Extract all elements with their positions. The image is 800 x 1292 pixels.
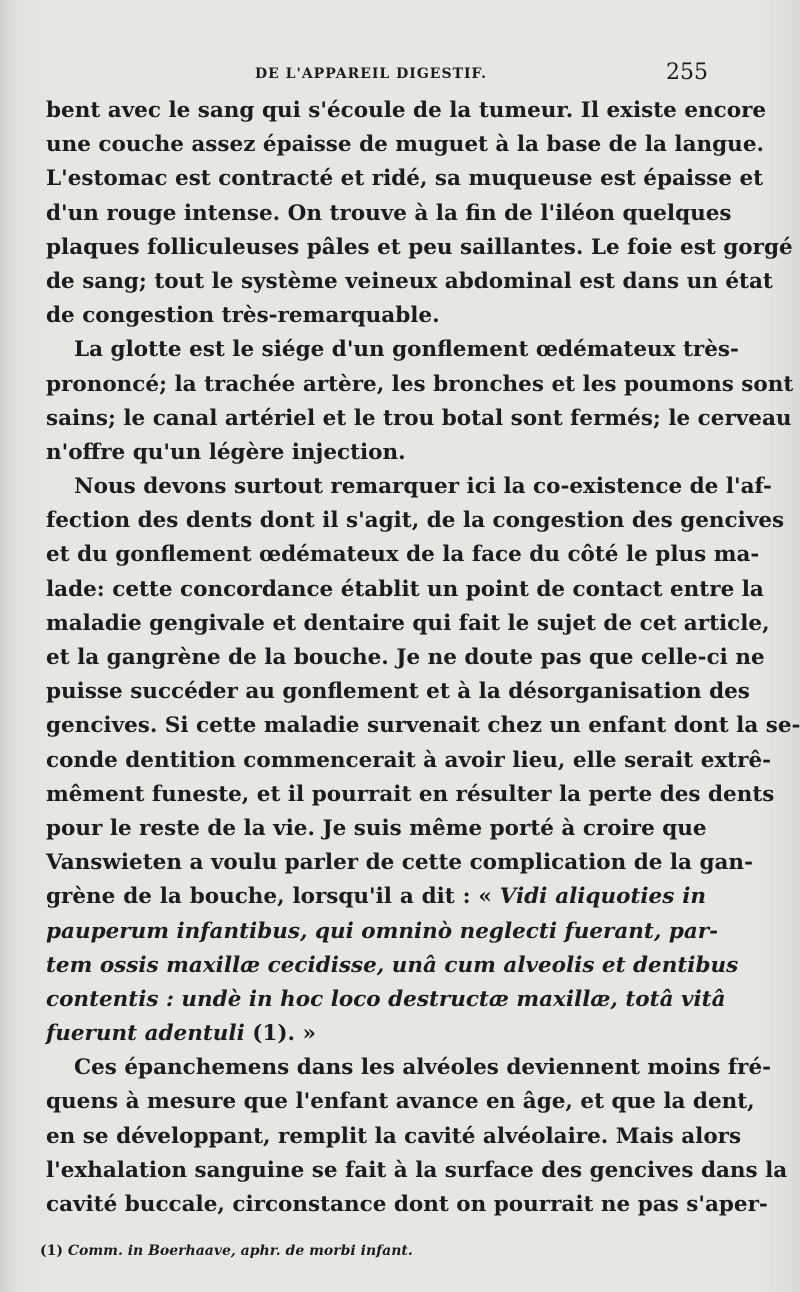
text-line: bent avec le sang qui s'écoule de la tumeur. Il existe encore: [46, 98, 767, 123]
text-line: de congestion très-remarquable.: [46, 303, 440, 329]
text-line: La glotte est le siége d'un gonflement œdémateux très-: [74, 337, 739, 363]
text-line: n'offre qu'un légère injection.: [46, 439, 406, 465]
running-head: DE L'APPAREIL DIGESTIF.: [255, 66, 487, 82]
text-line: quens à mesure que l'enfant avance en âge, et que la dent,: [46, 1089, 755, 1115]
page-number: 255: [666, 60, 708, 85]
text-line: prononcé; la trachée artère, les bronches et les poumons sont: [46, 371, 794, 397]
latin-quote-span: Vidi aliquoties in: [499, 884, 706, 910]
page-header: [0, 60, 800, 90]
text-line: et du gonflement œdémateux de la face du côté le plus ma-: [46, 542, 760, 568]
text-line: pour le reste de la vie. Je suis même porté à croire que: [46, 815, 707, 841]
text-line: fection des dents dont il s'agit, de la congestion des gencives: [46, 508, 785, 534]
text-line: l'exhalation sanguine se fait à la surface des gencives dans la: [46, 1157, 788, 1183]
footnote-ref: (1). »: [244, 1021, 316, 1047]
text-line: conde dentition commencerait à avoir lieu, elle serait extrê-: [46, 747, 772, 773]
text-line: mêment funeste, et il pourrait en résulter la perte des dents: [46, 781, 775, 807]
text-line: lade: cette concordance établit un point de contact entre la: [46, 576, 764, 602]
latin-quote-line: tem ossis maxillæ cecidisse, unâ cum alveolis et dentibus: [46, 952, 739, 978]
latin-quote-line: contentis : undè in hoc loco destructæ maxillæ, totâ vitâ: [46, 986, 726, 1012]
text-line: [46, 1017, 706, 1051]
text-line: L'estomac est contracté et ridé, sa muqueuse est épaisse et: [46, 166, 764, 192]
text-line: [46, 880, 706, 914]
text-line: en se développant, remplit la cavité alvéolaire. Mais alors: [46, 1123, 742, 1149]
body-text: [46, 94, 800, 1222]
text-line: maladie gengivale et dentaire qui fait le sujet de cet article,: [46, 610, 770, 636]
text-line: d'un rouge intense. On trouve à la fin de l'iléon quelques: [46, 200, 732, 226]
footnote-text: Comm. in Boerhaave, aphr. de morbi infant.: [67, 1243, 413, 1259]
text-line: Ces épanchemens dans les alvéoles deviennent moins fré-: [74, 1055, 772, 1081]
text-line: sains; le canal artériel et le trou botal sont fermés; le cerveau: [46, 405, 792, 431]
text-line: de sang; tout le système veineux abdominal est dans un état: [46, 268, 773, 294]
text-line: une couche assez épaisse de muguet à la base de la langue.: [46, 132, 764, 158]
text-line: gencives. Si cette maladie survenait chez un enfant dont la se-: [46, 713, 800, 739]
text-line: Nous devons surtout remarquer ici la co-existence de l'af-: [74, 474, 772, 500]
text-line: puisse succéder au gonflement et à la désorganisation des: [46, 679, 750, 705]
latin-quote-span: fuerunt adentuli: [46, 1021, 245, 1047]
text-line: Vanswieten a voulu parler de cette complication de la gan-: [46, 850, 753, 876]
text-span: grène de la bouche, lorsqu'il a dit : «: [46, 884, 492, 910]
text-line: cavité buccale, circonstance dont on pourrait ne pas s'aper-: [46, 1192, 768, 1217]
text-line: et la gangrène de la bouche. Je ne doute pas que celle-ci ne: [46, 645, 765, 670]
latin-quote-line: pauperum infantibus, qui omninò neglecti fuerant, par-: [46, 918, 719, 944]
footnote: [40, 1243, 413, 1259]
footnote-marker: (1): [40, 1243, 63, 1259]
text-line: plaques folliculeuses pâles et peu saillantes. Le foie est gorgé: [46, 234, 793, 260]
